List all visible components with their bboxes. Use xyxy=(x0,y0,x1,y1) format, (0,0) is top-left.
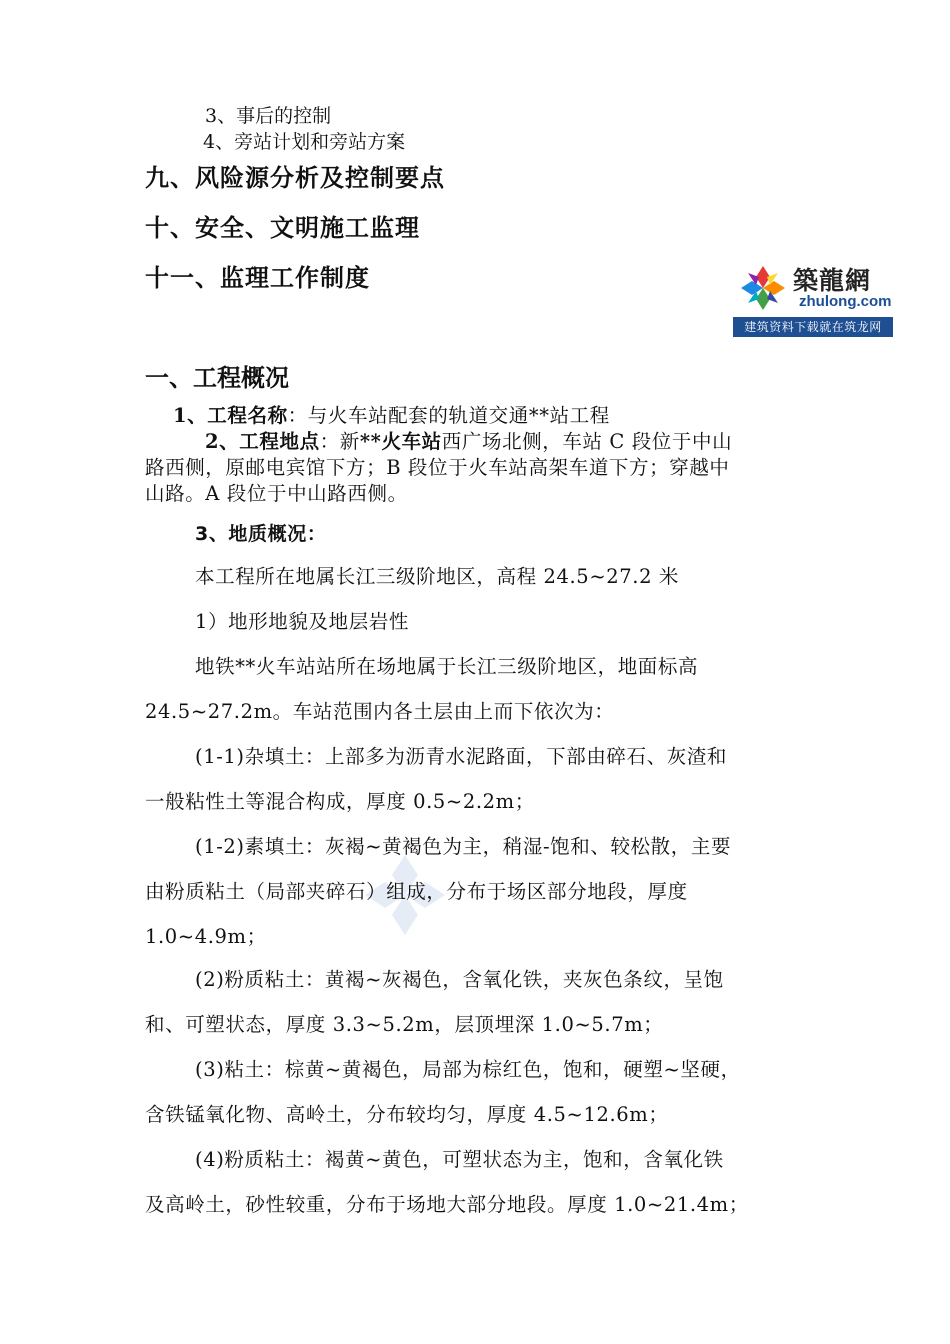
project-location-line-1 xyxy=(205,430,870,454)
project-location-line-2: 路西侧，原邮电宾馆下方；B 段位于火车站高架车道下方；穿越中 xyxy=(145,456,730,479)
toc-heading-11: 十一、监理工作制度 xyxy=(145,264,370,292)
project-location-text-b: 西广场北侧，车站 C 段位于中山 xyxy=(441,430,733,453)
logo-chinese-name: 築龍網 xyxy=(793,266,872,295)
layer-1-2-line-1: (1-2)素填土：灰褐~黄褐色为主，稍湿-饱和、较松散，主要 xyxy=(195,835,732,858)
layer-4-line-2: 及高岭土，砂性较重，分布于场地大部分地段。厚度 1.0~21.4m； xyxy=(145,1193,749,1216)
geology-heading: 3、地质概况： xyxy=(195,523,327,545)
project-location-label: 2、工程地点 xyxy=(205,430,320,453)
layer-1-1-line-2: 一般粘性土等混合构成，厚度 0.5~2.2m； xyxy=(145,790,535,813)
logo-header xyxy=(733,257,893,317)
project-name-value: ：与火车站配套的轨道交通**站工程 xyxy=(287,404,610,427)
project-location-line-3: 山路。A 段位于中山路西侧。 xyxy=(145,482,408,505)
project-location-station: **火车站 xyxy=(359,430,442,453)
toc-heading-10: 十、安全、文明施工监理 xyxy=(145,214,420,242)
section-title: 一、工程概况 xyxy=(145,364,289,392)
layer-2-line-2: 和、可塑状态，厚度 3.3~5.2m，层顶埋深 1.0~5.7m； xyxy=(145,1013,664,1036)
layer-3-line-1: (3)粘土：棕黄~黄褐色，局部为棕红色，饱和，硬塑~坚硬， xyxy=(195,1058,741,1081)
geology-paragraph-3-line-2: 24.5~27.2m。车站范围内各土层由上而下依次为： xyxy=(145,700,615,723)
toc-subitem-4: 4、旁站计划和旁站方案 xyxy=(203,131,406,153)
logo-banner: 建筑资料下载就在筑龙网 xyxy=(733,317,893,337)
logo-domain: zhulong.com xyxy=(799,293,892,310)
layer-3-line-2: 含铁锰氧化物、高岭土，分布较均匀，厚度 4.5~12.6m； xyxy=(145,1103,669,1126)
layer-1-2-line-3: 1.0~4.9m； xyxy=(145,925,267,948)
layer-2-line-1: (2)粉质粘土：黄褐~灰褐色，含氧化铁，夹灰色条纹，呈饱 xyxy=(195,968,724,991)
project-name-label: 1、工程名称 xyxy=(173,404,288,427)
toc-heading-9: 九、风险源分析及控制要点 xyxy=(145,164,445,192)
project-name-line xyxy=(173,404,838,428)
toc-subitem-3: 3、事后的控制 xyxy=(205,105,332,127)
layer-1-2-line-2: 由粉质粘土（局部夹碎石）组成，分布于场区部分地段，厚度 xyxy=(145,880,688,903)
snowflake-logo-icon xyxy=(737,263,789,313)
terrain-subheading: 1）地形地貌及地层岩性 xyxy=(195,610,410,633)
geology-paragraph-3-line-1: 地铁**火车站站所在场地属于长江三级阶地区，地面标高 xyxy=(195,655,699,678)
geology-paragraph-1: 本工程所在地属长江三级阶地区，高程 24.5~27.2 米 xyxy=(195,565,679,588)
layer-4-line-1: (4)粉质粘土：褐黄~黄色，可塑状态为主，饱和，含氧化铁 xyxy=(195,1148,724,1171)
zhulong-logo xyxy=(733,257,893,337)
project-location-text-a: ：新 xyxy=(319,430,360,453)
layer-1-1-line-1: (1-1)杂填土：上部多为沥青水泥路面，下部由碎石、灰渣和 xyxy=(195,745,728,768)
